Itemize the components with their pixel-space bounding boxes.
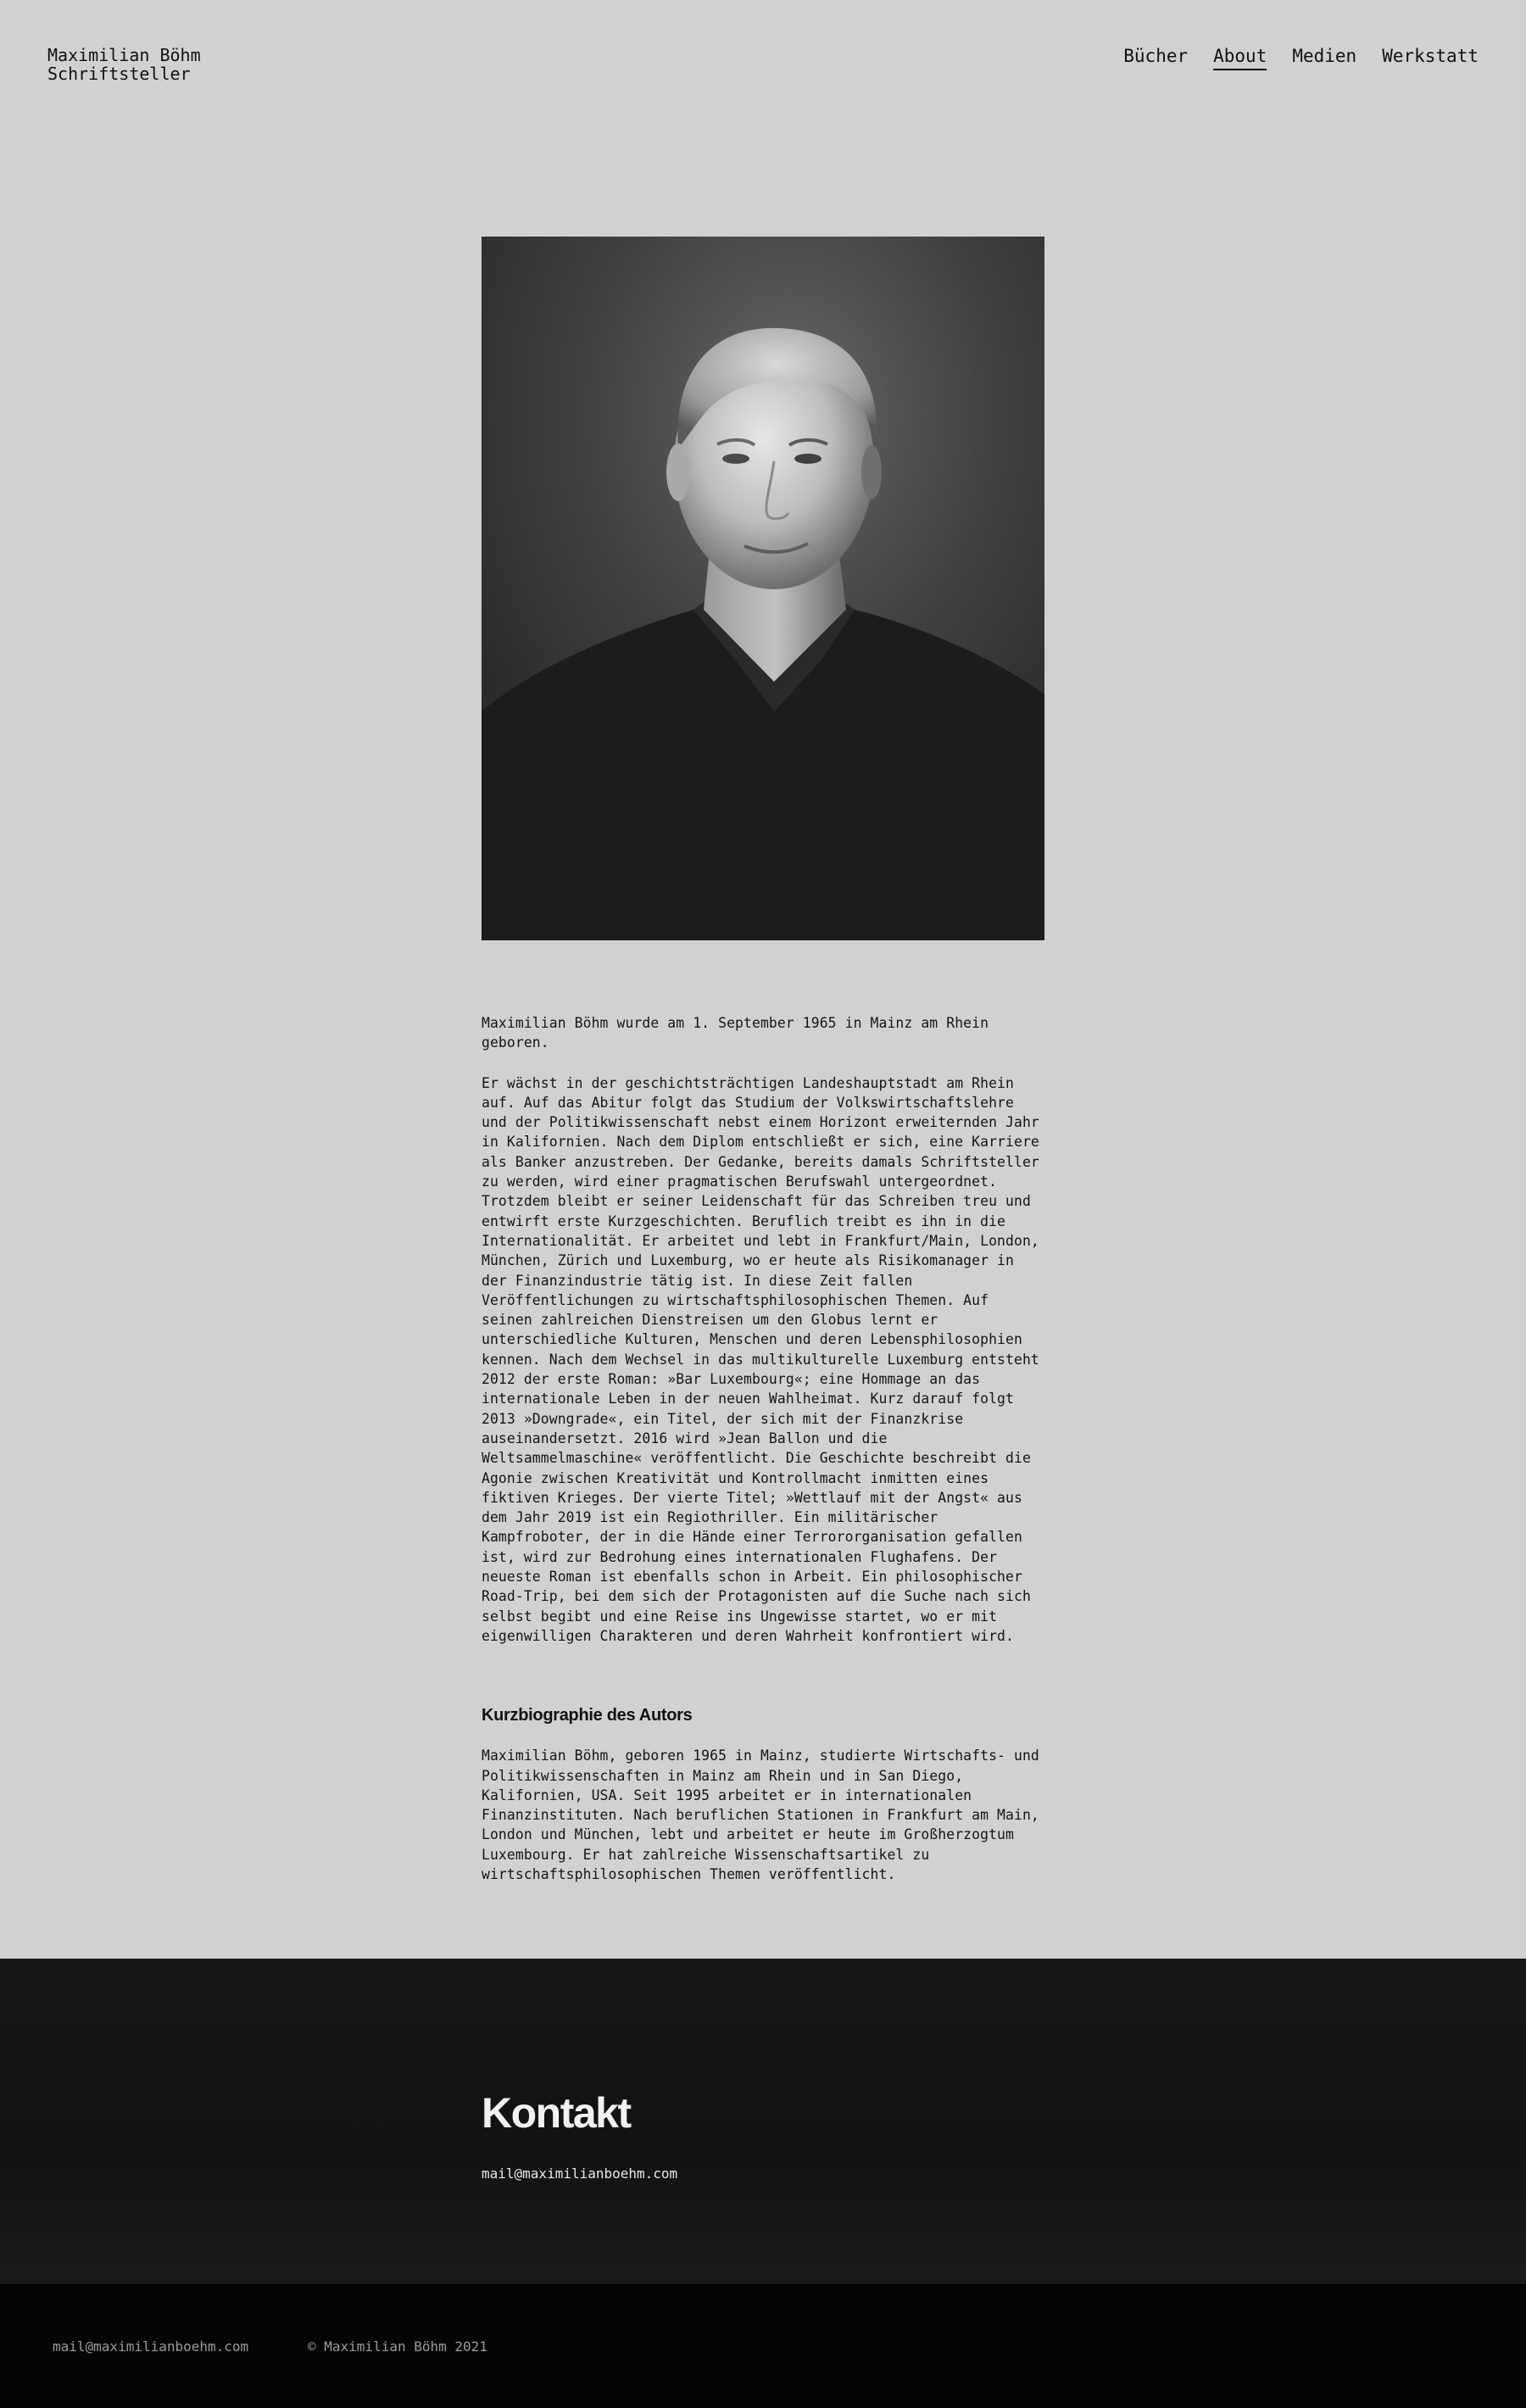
short-bio-heading: Kurzbiographie des Autors xyxy=(482,1706,693,1725)
footer-copyright: © Maximilian Böhm 2021 xyxy=(308,2338,487,2355)
site-brand[interactable] xyxy=(47,46,201,83)
contact-title: Kontakt xyxy=(482,2089,631,2137)
nav-medien[interactable]: Medien xyxy=(1292,46,1357,66)
brand-role: Schriftsteller xyxy=(47,64,191,84)
short-bio-paragraph: Maximilian Böhm, geboren 1965 in Mainz, studierte Wirtschafts- und Politikwissenschaften in Mainz am Rhein und in San Diego, Kalifornien, USA. Seit 1995 arbeitet er in internationalen Finanzinstituten. Nach beruflichen Stationen in Frankfurt am Main, London und München, lebt und arbeitet er heute im Großherzogtum Luxembourg. Er hat zahlreiche Wissenschaftsartikel zu wirtschaftsphilosophischen Themen veröffentlicht. xyxy=(482,1747,1039,1882)
contact-email-link[interactable]: mail@maximilianboehm.com xyxy=(482,2166,678,2182)
footer-email-link[interactable]: mail@maximilianboehm.com xyxy=(53,2338,249,2355)
nav-buecher[interactable]: Bücher xyxy=(1123,46,1189,66)
main-nav xyxy=(1123,46,1479,70)
nav-about[interactable]: About xyxy=(1213,46,1267,70)
site-footer xyxy=(0,2284,1526,2408)
intro-paragraph: Maximilian Böhm wurde am 1. September 1965 in Mainz am Rhein geboren. xyxy=(482,1015,989,1051)
bio-paragraph: Er wächst in der geschichtsträchtigen Landeshauptstadt am Rhein auf. Auf das Abitur folgt das Studium der Volkswirtschaftslehre und der Politikwissenschaft nebst einem Horizont erweiternden Jahr in Kalifornien. Nach dem Diplom entschließt er sich, eine Karriere als Banker anzustreben. Der Gedanke, bereits damals Schriftsteller zu werden, wird einer pragmatischen Berufswahl untergeordnet. Trotzdem bleibt er seiner Leidenschaft für das Schreiben treu und entwirft erste Kurzgeschichten. Beruflich treibt es ihn in die Internationalität. Er arbeitet und lebt in Frankfurt/Main, London, München, Zürich und Luxemburg, wo er heute als Risikomanager in der Finanzindustrie tätig ist. In diese Zeit fallen Veröffentlichungen zu wirtschaftsphilosophischen Themen. Auf seinen zahlreichen Dienstreisen um den Globus lernt er unterschiedliche Kulturen, Menschen und deren Lebensphilosophien kennen. Nach dem Wechsel in das multikulturelle Luxemburg entsteht 2012 der erste Roman: »Bar Luxembourg«; eine Hommage an das internationale Leben in der neuen Wahlheimat. Kurz darauf folgt 2013 »Downgrade«, ein Titel, der sich mit der Finanzkrise auseinandersetzt. 2016 wird »Jean Ballon und die Weltsammelmaschine« veröffentlicht. Die Geschichte beschreibt die Agonie zwischen Kreativität und Kontrollmacht inmitten eines fiktiven Krieges. Der vierte Titel; »Wettlauf mit der Angst« aus dem Jahr 2019 ist ein Regiothriller. Ein militärischer Kampfroboter, der in die Hände einer Terrororganisation gefallen ist, wird zur Bedrohung eines internationalen Flughafens. Der neueste Roman ist ebenfalls schon in Arbeit. Ein philosophischer Road-Trip, bei dem sich der Protagonisten auf die Suche nach sich selbst begibt und eine Reise ins Ungewisse startet, wo er mit eigenwilligen Charakteren und deren Wahrheit konfrontiert wird. xyxy=(482,1074,1039,1644)
author-portrait xyxy=(482,237,1044,940)
brand-name: Maximilian Böhm xyxy=(47,45,201,65)
nav-werkstatt[interactable]: Werkstatt xyxy=(1382,46,1479,66)
about-content xyxy=(482,1013,1044,1904)
contact-section xyxy=(0,1959,1526,2284)
author-portrait-image xyxy=(482,237,1044,940)
